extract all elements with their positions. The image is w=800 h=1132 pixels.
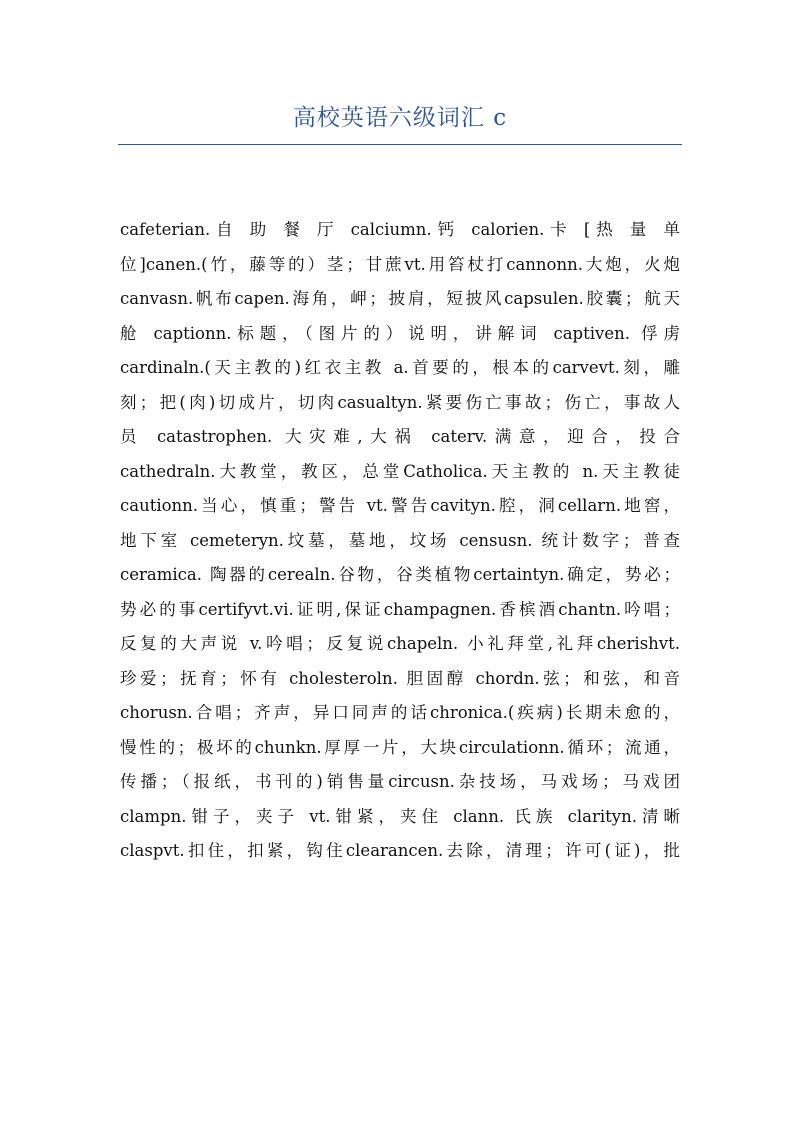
- page-title: 高校英语六级词汇 c: [292, 105, 508, 131]
- text-line: 舱 captionn.标题，（图片的）说明，讲解词 captiven. 俘虏: [120, 323, 680, 343]
- text-line: canvasn.帆布capen.海角，岬；披肩，短披风capsulen.胶囊；航天: [120, 289, 680, 308]
- text-line: 势必的事certifyvt.vi.证明,保证champagnen.香槟酒chantn.吟唱；: [120, 599, 680, 619]
- text-line: cardinaln.(天主教的)红衣主教 a.首要的，根本的carvevt.刻，雕: [120, 358, 680, 377]
- text-line: 反复的大声说 v.吟唱；反复说chapeln. 小礼拜堂,礼拜cherishvt.: [120, 634, 680, 653]
- text-line: 珍爱；抚育；怀有 cholesteroln. 胆固醇 chordn.弦；和弦，和音: [120, 668, 680, 688]
- text-line: 位]canen.(竹，藤等的）茎；甘蔗vt.用笞杖打cannonn.大炮，火炮: [120, 254, 680, 274]
- vocabulary-body: [120, 213, 680, 869]
- title-underline: [118, 144, 682, 145]
- text-line: cathedraln.大教堂，教区，总堂Catholica.天主教的 n.天主教徒: [120, 461, 680, 481]
- text-line: 地下室 cemeteryn.坟墓，墓地，坟场 censusn. 统计数字；普查: [120, 530, 680, 550]
- text-line: cautionn.当心，慎重；警告 vt.警告cavityn.腔，洞cellarn.地窖，: [120, 496, 680, 515]
- text-line: claspvt.扣住，扣紧，钩住clearancen.去除，清理；许可(证)，批: [120, 841, 680, 860]
- text-line: 传播；（报纸，书刊的)销售量circusn.杂技场，马戏场；马戏团: [120, 772, 680, 791]
- text-line: chorusn.合唱；齐声，异口同声的话chronica.(疾病)长期未愈的，: [120, 703, 680, 722]
- text-line: 慢性的；极坏的chunkn.厚厚一片，大块circulationn.循环；流通，: [120, 737, 680, 757]
- text-line: clampn.钳子，夹子 vt.钳紧，夹住 clann. 氏族 clarityn.清晰: [120, 806, 680, 826]
- text-line: 刻；把(肉)切成片，切肉casualtyn.紧要伤亡事故；伤亡，事故人: [120, 392, 680, 412]
- text-line: ceramica. 陶器的cerealn.谷物，谷类植物certaintyn.确定，势必；: [120, 565, 680, 584]
- text-line: cafeterian.自 助 餐 厅 calciumn.钙 calorien.卡 [热 量 单: [120, 220, 680, 239]
- text-line: 员 catastrophen. 大灾难,大祸 caterv.满意，迎合，投合: [120, 427, 680, 446]
